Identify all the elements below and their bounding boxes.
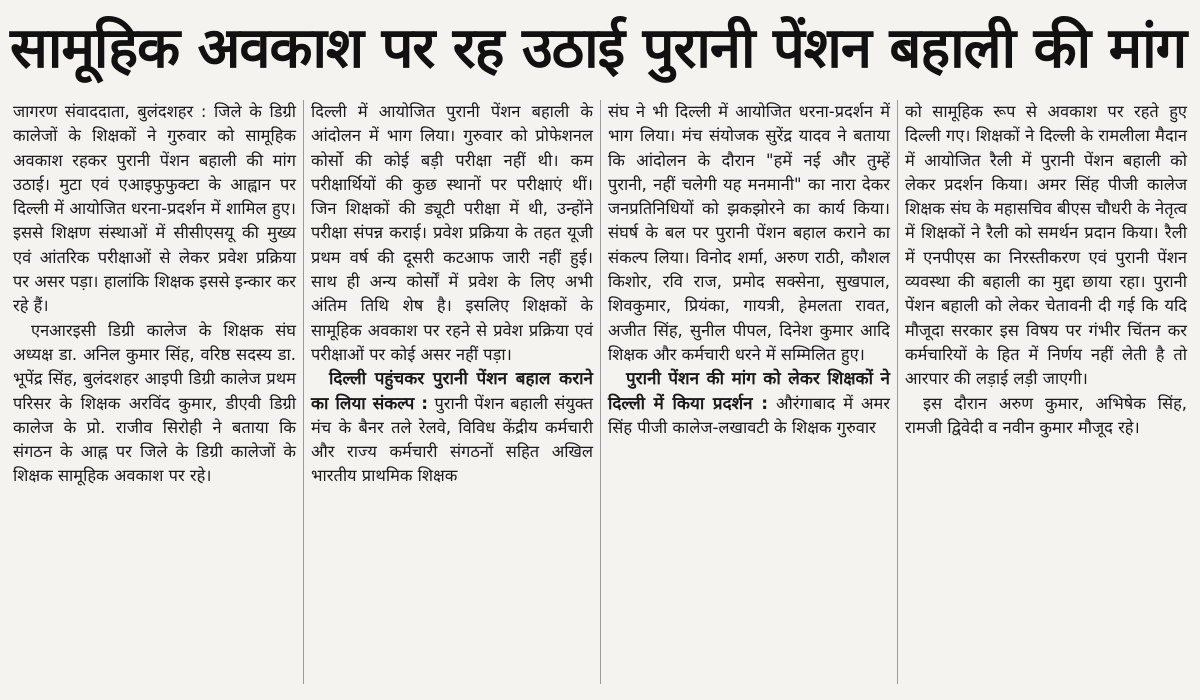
paragraph — [608, 100, 890, 367]
article-columns — [6, 100, 1194, 684]
column-2 — [303, 100, 600, 684]
paragraph — [13, 319, 296, 489]
paragraph — [13, 100, 296, 319]
column-3 — [600, 100, 897, 684]
column-4 — [897, 100, 1194, 684]
subheading: पुरानी पेंशन की मांग को लेकर शिक्षकों ने दिल्ली में किया प्रदर्शन : — [608, 369, 890, 414]
column-1 — [6, 100, 303, 684]
paragraph — [608, 367, 890, 440]
paragraph — [311, 367, 593, 488]
paragraph-text: औरंगाबाद में अमर सिंह पीजी कालेज-लखावटी के शिक्षक गुरुवार — [608, 393, 890, 437]
paragraph — [905, 392, 1187, 441]
paragraph-text: संघ ने भी दिल्ली में आयोजित धरना-प्रदर्शन में भाग लिया। मंच संयोजक सुरेंद्र यादव ने बताया कि आंदोलन के दौरान "हमें नई और तुम्हें पुरानी, नहीं चलेगी यह मनमानी" का नारा देकर जनप्रतिनिधियों को झकझोरने का कार्य किया। संघर्ष के बल पर पुरानी पेंशन बहाल कराने का संकल्प लिया। विनोद शर्मा, अरुण राठी, कौशल किशोर, रवि राज, प्रमोद सक्सेना, सुखपाल, शिवकुमार, प्रियंका, गायत्री, हेमलता रावत, अजीत सिंह, सुनील पीपल, दिनेश कुमार आदि शिक्षक और कर्मचारी धरने में सम्मिलित हुए। — [608, 102, 890, 364]
paragraph-text: को सामूहिक रूप से अवकाश पर रहते हुए दिल्ली गए। शिक्षकों ने दिल्ली के रामलीला मैदान में आयोजित रैली में पुरानी पेंशन बहाली को लेकर प्रदर्शन किया। अमर सिंह पीजी कालेज शिक्षक संघ के महासचिव बीएस चौधरी के नेतृत्व में शिक्षकों ने रैली को समर्थन प्रदान किया। रैली में एनपीएस का निरस्तीकरण एवं पुरानी पेंशन व्यवस्था की बहाली का मुद्दा छाया रहा। पुरानी पेंशन बहाली को लेकर चेतावनी दी गई कि यदि मौजूदा सरकार इस विषय पर गंभीर चिंतन कर कर्मचारियों के हित में निर्णय नहीं लेती है तो आरपार की लड़ाई लड़ी जाएगी। — [905, 102, 1187, 389]
paragraph — [905, 100, 1187, 392]
paragraph-text: एनआरइसी डिग्री कालेज के शिक्षक संघ अध्यक्ष डा. अनिल कुमार सिंह, वरिष्ठ सदस्य डा. भूपेंद्र सिंह, बुलंदशहर आइपी डिग्री कालेज प्रथम परिसर के शिक्षक अरविंद कुमार, डीएवी डिग्री कालेज के प्रो. राजीव सिरोही ने बताया कि संगठन के आह्न पर जिले के डिग्री कालेजों के शिक्षक सामूहिक अवकाश पर रहे। — [13, 320, 296, 486]
paragraph-text: पुरानी पेंशन बहाली संयुक्त मंच के बैनर तले रेलवे, विविध केंद्रीय कर्मचारी और राज्य कर्मचारी संगठनों सहित अखिल भारतीय प्राथमिक शिक्षक — [311, 393, 594, 486]
headline: सामूहिक अवकाश पर रह उठाई पुरानी पेंशन बहाली की मांग — [10, 16, 1187, 81]
paragraph-text: दिल्ली में आयोजित पुरानी पेंशन बहाली के आंदोलन में भाग लिया। गुरुवार को प्रोफेशनल कोर्सो की कोई बड़ी परीक्षा नहीं थी। कम परीक्षार्थियों की कुछ स्थानों पर परीक्षाएं थीं। जिन शिक्षकों की ड्यूटी परीक्षा में थी, उन्होंने परीक्षा संपन्न कराई। प्रवेश प्रक्रिया के तहत यूजी प्रथम वर्ष की दूसरी कटआफ जारी नहीं हुई। साथ ही अन्य कोर्सों में प्रवेश के लिए अभी अंतिम तिथि शेष है। इसलिए शिक्षकों के सामूहिक अवकाश पर रहने से प्रवेश प्रक्रिया एवं परीक्षाओं पर कोई असर नहीं पड़ा। — [311, 102, 593, 364]
paragraph — [311, 100, 593, 367]
paragraph-text: इस दौरान अरुण कुमार, अभिषेक सिंह, रामजी द्विवेदी व नवीन कुमार मौजूद रहे। — [905, 393, 1187, 437]
subheading: दिल्ली पहुंचकर पुरानी पेंशन बहाल कराने का लिया संकल्प : — [311, 369, 593, 414]
paragraph-text: जागरण संवाददाता, बुलंदशहर : जिले के डिग्री कालेजों के शिक्षकों ने गुरुवार को सामूहिक अवकाश रहकर पुरानी पेंशन बहाली की मांग उठाई। मुटा एवं एआइफुफुक्टा के आह्वान पर दिल्ली में आयोजित धरना-प्रदर्शन में शामिल हुए। इससे शिक्षण संस्थाओं में सीसीएसयू की मुख्य एवं आंतरिक परीक्षाओं से लेकर प्रवेश प्रक्रिया पर असर पड़ा। हालांकि शिक्षक इससे इन्कार कर रहे हैं। — [13, 102, 296, 316]
